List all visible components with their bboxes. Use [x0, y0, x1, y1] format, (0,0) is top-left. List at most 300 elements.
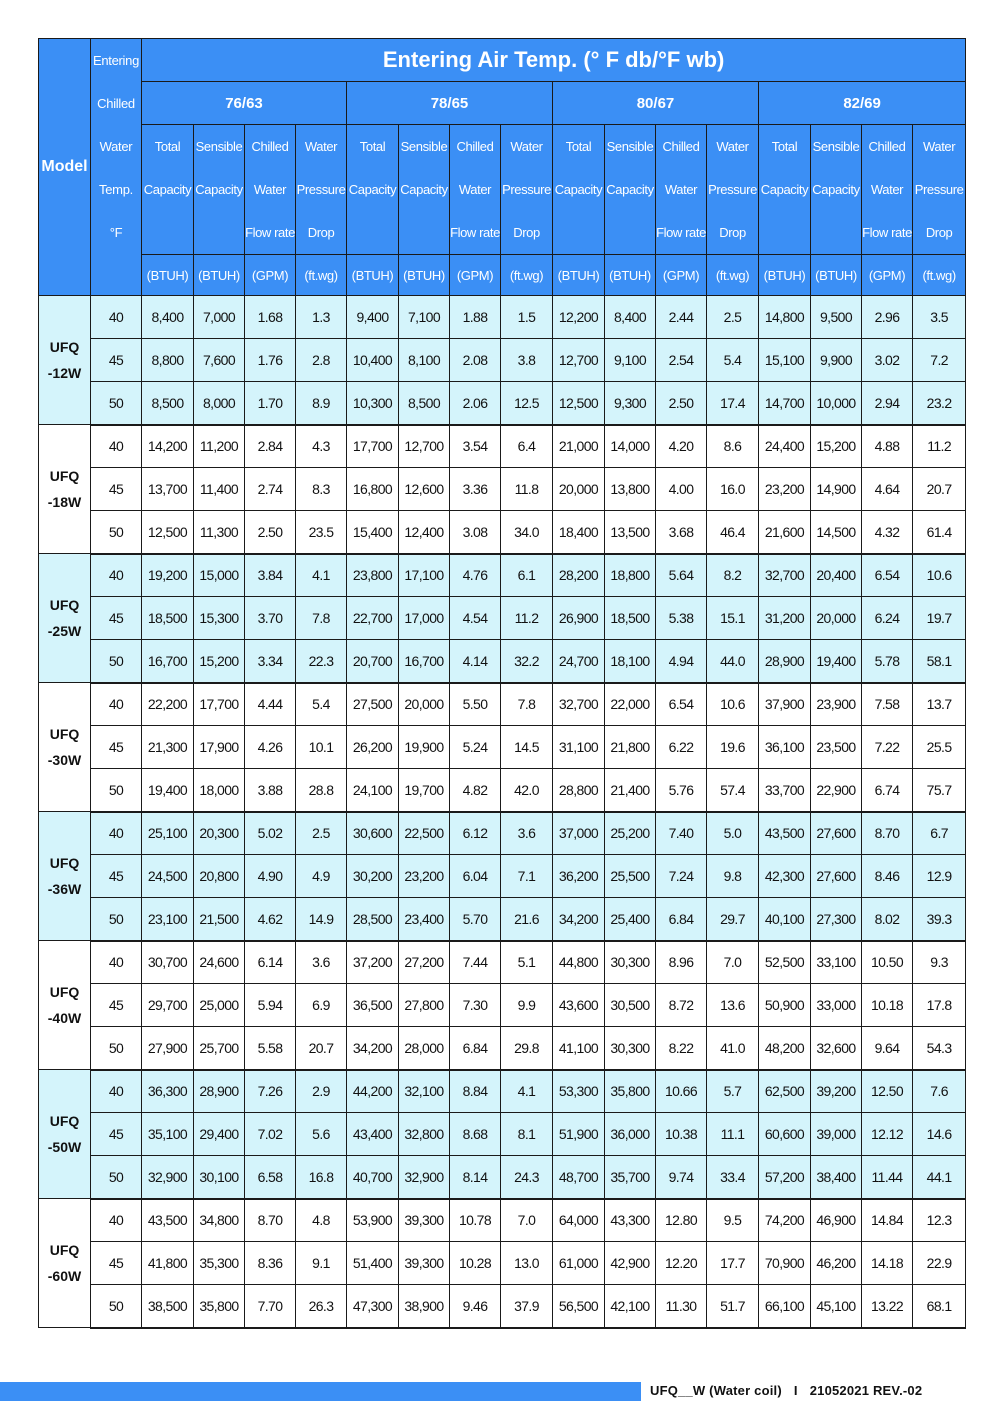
column-header-line: [605, 211, 655, 254]
model-name-line: UFQ: [49, 597, 80, 613]
table-cell: 12,700: [553, 339, 605, 382]
water-temp-cell: 45: [91, 1242, 142, 1285]
column-header-line: Total: [359, 139, 386, 154]
table-cell: 22.3: [296, 640, 347, 683]
column-header: [862, 125, 913, 255]
table-cell: 9.74: [656, 1156, 707, 1199]
table-cell: 4.14: [450, 640, 501, 683]
table-cell: 20,000: [811, 597, 862, 640]
water-temp-cell: 40: [91, 425, 142, 468]
table-cell: 14,900: [811, 468, 862, 511]
table-cell: 43,500: [759, 812, 811, 855]
table-cell: 57,200: [759, 1156, 811, 1199]
table-cell: 4.8: [296, 1199, 347, 1242]
table-cell: 9,400: [347, 296, 399, 339]
table-cell: 44,800: [553, 941, 605, 984]
table-cell: 11.44: [862, 1156, 913, 1199]
table-cell: 32,900: [142, 1156, 194, 1199]
table-cell: 51,900: [553, 1113, 605, 1156]
table-cell: 10.6: [913, 554, 966, 597]
table-cell: 27,900: [142, 1027, 194, 1070]
table-cell: 4.9: [296, 855, 347, 898]
table-cell: 5.02: [245, 812, 296, 855]
table-cell: 7.22: [862, 726, 913, 769]
table-cell: 36,200: [553, 855, 605, 898]
table-cell: 58.1: [913, 640, 966, 683]
column-unit: (BTUH): [553, 255, 605, 296]
table-cell: 34,200: [347, 1027, 399, 1070]
table-row: [39, 769, 966, 812]
column-unit: (GPM): [862, 255, 913, 296]
table-cell: 18,400: [553, 511, 605, 554]
table-cell: 25,700: [194, 1027, 245, 1070]
table-cell: 3.08: [450, 511, 501, 554]
table-cell: 26.3: [296, 1285, 347, 1328]
column-unit: (GPM): [450, 255, 501, 296]
table-cell: 21,500: [194, 898, 245, 941]
column-header: [399, 125, 450, 255]
table-cell: 8,000: [194, 382, 245, 425]
table-cell: 28,000: [399, 1027, 450, 1070]
table-cell: 2.50: [245, 511, 296, 554]
table-cell: 44,200: [347, 1070, 399, 1113]
table-cell: 5.6: [296, 1113, 347, 1156]
model-name-line: -36W: [47, 881, 82, 897]
table-cell: 32,700: [553, 683, 605, 726]
table-cell: 15,100: [759, 339, 811, 382]
table-cell: 24.3: [501, 1156, 553, 1199]
table-cell: 43,300: [605, 1199, 656, 1242]
table-cell: 36,500: [347, 984, 399, 1027]
table-cell: 30,300: [605, 1027, 656, 1070]
table-cell: 41,800: [142, 1242, 194, 1285]
table-cell: 4.82: [450, 769, 501, 812]
table-cell: 30,200: [347, 855, 399, 898]
table-cell: 43,400: [347, 1113, 399, 1156]
table-cell: 19,400: [811, 640, 862, 683]
model-name-line: -60W: [47, 1268, 82, 1284]
table-cell: 3.6: [296, 941, 347, 984]
table-cell: 4.26: [245, 726, 296, 769]
table-cell: 12.80: [656, 1199, 707, 1242]
table-cell: 26,200: [347, 726, 399, 769]
model-header: Model: [39, 39, 91, 296]
table-row: [39, 1113, 966, 1156]
table-cell: 1.70: [245, 382, 296, 425]
table-cell: 41,100: [553, 1027, 605, 1070]
table-cell: 25,500: [605, 855, 656, 898]
table-cell: 14,700: [759, 382, 811, 425]
table-cell: 6.14: [245, 941, 296, 984]
table-cell: 21,000: [553, 425, 605, 468]
model-name-line: -25W: [47, 623, 82, 639]
table-cell: 25,400: [605, 898, 656, 941]
table-cell: 4.90: [245, 855, 296, 898]
table-cell: 7.0: [501, 1199, 553, 1242]
table-cell: 22.9: [913, 1242, 966, 1285]
table-cell: 1.68: [245, 296, 296, 339]
entering-water-temp-header: [91, 39, 142, 296]
table-cell: 50,900: [759, 984, 811, 1027]
table-cell: 38,900: [399, 1285, 450, 1328]
column-header-line: Chilled: [662, 139, 700, 154]
air-temp-group-label: 82/69: [759, 82, 966, 125]
column-header-line: [194, 211, 244, 254]
table-cell: 8.68: [450, 1113, 501, 1156]
table-cell: 32,600: [811, 1027, 862, 1070]
table-cell: 7.44: [450, 941, 501, 984]
table-cell: 6.84: [450, 1027, 501, 1070]
table-cell: 37,900: [759, 683, 811, 726]
table-cell: 48,700: [553, 1156, 605, 1199]
table-cell: 13,800: [605, 468, 656, 511]
table-cell: 31,100: [553, 726, 605, 769]
table-cell: 8.36: [245, 1242, 296, 1285]
table-cell: 7.58: [862, 683, 913, 726]
model-name-line: UFQ: [49, 855, 80, 871]
table-cell: 3.34: [245, 640, 296, 683]
model-cell: [39, 683, 91, 812]
column-header: [296, 125, 347, 255]
table-cell: 8.46: [862, 855, 913, 898]
table-cell: 27,200: [399, 941, 450, 984]
column-header: [501, 125, 553, 255]
entering-water-temp-line: Chilled: [97, 96, 135, 111]
table-cell: 21,800: [605, 726, 656, 769]
table-cell: 2.54: [656, 339, 707, 382]
table-cell: 27,500: [347, 683, 399, 726]
table-cell: 12,700: [399, 425, 450, 468]
table-cell: 40,700: [347, 1156, 399, 1199]
column-header: [759, 125, 811, 255]
column-unit: (BTUH): [194, 255, 245, 296]
table-row: [39, 812, 966, 855]
table-cell: 30,700: [142, 941, 194, 984]
table-cell: 34,800: [194, 1199, 245, 1242]
table-cell: 51.7: [707, 1285, 759, 1328]
table-cell: 29.7: [707, 898, 759, 941]
model-name-line: UFQ: [49, 984, 80, 1000]
table-cell: 3.5: [913, 296, 966, 339]
table-cell: 46,200: [811, 1242, 862, 1285]
table-cell: 8.70: [862, 812, 913, 855]
water-temp-cell: 40: [91, 554, 142, 597]
water-temp-cell: 50: [91, 769, 142, 812]
table-cell: 20,400: [811, 554, 862, 597]
table-cell: 16.0: [707, 468, 759, 511]
column-header-line: Capacity: [554, 182, 603, 197]
table-cell: 28,900: [194, 1070, 245, 1113]
column-unit: (GPM): [656, 255, 707, 296]
table-cell: 5.24: [450, 726, 501, 769]
table-cell: 29,700: [142, 984, 194, 1027]
table-cell: 29.8: [501, 1027, 553, 1070]
water-temp-cell: 40: [91, 812, 142, 855]
table-cell: 20.7: [913, 468, 966, 511]
table-cell: 23,900: [811, 683, 862, 726]
table-cell: 4.88: [862, 425, 913, 468]
table-row: [39, 597, 966, 640]
table-cell: 44.1: [913, 1156, 966, 1199]
table-cell: 17,700: [194, 683, 245, 726]
table-cell: 23,400: [399, 898, 450, 941]
table-cell: 10.1: [296, 726, 347, 769]
column-header-line: Sensible: [606, 139, 654, 154]
table-cell: 9,300: [605, 382, 656, 425]
table-cell: 24,400: [759, 425, 811, 468]
table-cell: 32,700: [759, 554, 811, 597]
model-cell: [39, 296, 91, 425]
table-cell: 12.12: [862, 1113, 913, 1156]
column-unit: (ft.wg): [501, 255, 553, 296]
column-header-line: Pressure: [296, 182, 346, 197]
table-row: [39, 984, 966, 1027]
table-cell: 23,500: [811, 726, 862, 769]
table-cell: 34.0: [501, 511, 553, 554]
table-cell: 61.4: [913, 511, 966, 554]
table-cell: 30,500: [605, 984, 656, 1027]
table-cell: 2.06: [450, 382, 501, 425]
column-header-line: Water: [253, 182, 287, 197]
table-cell: 68.1: [913, 1285, 966, 1328]
table-cell: 4.76: [450, 554, 501, 597]
column-header-line: Drop: [307, 225, 335, 240]
table-cell: 10,300: [347, 382, 399, 425]
table-cell: 7,000: [194, 296, 245, 339]
table-cell: 14,000: [605, 425, 656, 468]
table-cell: 2.96: [862, 296, 913, 339]
table-cell: 3.02: [862, 339, 913, 382]
table-cell: 32,100: [399, 1070, 450, 1113]
table-cell: 17,700: [347, 425, 399, 468]
table-cell: 28,500: [347, 898, 399, 941]
table-cell: 42,300: [759, 855, 811, 898]
table-cell: 14,200: [142, 425, 194, 468]
model-name-line: -50W: [47, 1139, 82, 1155]
column-header: [707, 125, 759, 255]
table-cell: 12,500: [553, 382, 605, 425]
water-temp-cell: 40: [91, 683, 142, 726]
column-header-line: [811, 211, 861, 254]
table-cell: 3.84: [245, 554, 296, 597]
table-cell: 5.78: [862, 640, 913, 683]
column-header-line: Capacity: [606, 182, 654, 197]
column-header: [450, 125, 501, 255]
table-cell: 1.3: [296, 296, 347, 339]
table-row: [39, 1156, 966, 1199]
table-cell: 6.4: [501, 425, 553, 468]
table-cell: 60,600: [759, 1113, 811, 1156]
table-cell: 2.74: [245, 468, 296, 511]
column-header-line: Capacity: [400, 182, 448, 197]
table-cell: 11.1: [707, 1113, 759, 1156]
table-cell: 43,600: [553, 984, 605, 1027]
table-cell: 5.58: [245, 1027, 296, 1070]
table-cell: 16,700: [399, 640, 450, 683]
performance-table: [38, 38, 966, 1329]
table-row: [39, 898, 966, 941]
table-cell: 33.4: [707, 1156, 759, 1199]
table-cell: 7.24: [656, 855, 707, 898]
column-unit: (GPM): [245, 255, 296, 296]
table-cell: 10.6: [707, 683, 759, 726]
table-cell: 15,400: [347, 511, 399, 554]
column-header-line: Capacity: [143, 182, 192, 197]
table-cell: 47,300: [347, 1285, 399, 1328]
table-cell: 35,700: [605, 1156, 656, 1199]
table-cell: 11.8: [501, 468, 553, 511]
table-cell: 17.4: [707, 382, 759, 425]
table-cell: 46.4: [707, 511, 759, 554]
water-temp-cell: 45: [91, 468, 142, 511]
table-cell: 64,000: [553, 1199, 605, 1242]
table-cell: 61,000: [553, 1242, 605, 1285]
table-cell: 12,500: [142, 511, 194, 554]
column-header-line: [347, 211, 398, 254]
table-cell: 62,500: [759, 1070, 811, 1113]
table-cell: 22,200: [142, 683, 194, 726]
table-cell: 11.2: [913, 425, 966, 468]
table-cell: 27,600: [811, 855, 862, 898]
table-cell: 32,800: [399, 1113, 450, 1156]
column-header-line: Sensible: [400, 139, 448, 154]
table-cell: 22,900: [811, 769, 862, 812]
table-cell: 8.3: [296, 468, 347, 511]
table-cell: 16,800: [347, 468, 399, 511]
column-unit: (ft.wg): [913, 255, 966, 296]
table-cell: 54.3: [913, 1027, 966, 1070]
table-cell: 37.9: [501, 1285, 553, 1328]
entering-water-temp-line: Temp.: [99, 182, 133, 197]
table-cell: 5.1: [501, 941, 553, 984]
table-cell: 6.9: [296, 984, 347, 1027]
table-cell: 15,000: [194, 554, 245, 597]
table-cell: 7.30: [450, 984, 501, 1027]
table-cell: 19.6: [707, 726, 759, 769]
table-cell: 19,700: [399, 769, 450, 812]
model-name-line: -30W: [47, 752, 82, 768]
table-cell: 17.8: [913, 984, 966, 1027]
table-cell: 12.5: [501, 382, 553, 425]
table-cell: 33,700: [759, 769, 811, 812]
table-cell: 4.00: [656, 468, 707, 511]
footer-revision: 21052021 REV.-02: [809, 1383, 923, 1398]
table-cell: 10.38: [656, 1113, 707, 1156]
table-cell: 13.0: [501, 1242, 553, 1285]
water-temp-cell: 50: [91, 382, 142, 425]
table-cell: 30,100: [194, 1156, 245, 1199]
table-cell: 21,400: [605, 769, 656, 812]
column-header-line: [399, 211, 449, 254]
footer: [650, 1383, 922, 1398]
table-cell: 4.3: [296, 425, 347, 468]
table-cell: 41.0: [707, 1027, 759, 1070]
table-cell: 9.8: [707, 855, 759, 898]
column-header-line: Pressure: [708, 182, 757, 197]
table-cell: 46,900: [811, 1199, 862, 1242]
table-cell: 8.6: [707, 425, 759, 468]
table-row: [39, 339, 966, 382]
table-cell: 19,200: [142, 554, 194, 597]
table-cell: 30,600: [347, 812, 399, 855]
table-cell: 18,800: [605, 554, 656, 597]
table-cell: 52,500: [759, 941, 811, 984]
table-row: [39, 1027, 966, 1070]
table-cell: 29,400: [194, 1113, 245, 1156]
column-header-line: Drop: [719, 225, 746, 240]
table-cell: 7.8: [501, 683, 553, 726]
table-cell: 39,300: [399, 1199, 450, 1242]
table-cell: 13,700: [142, 468, 194, 511]
table-cell: 7.2: [913, 339, 966, 382]
column-header: [347, 125, 399, 255]
column-header-line: Chilled: [251, 139, 289, 154]
table-cell: 16.8: [296, 1156, 347, 1199]
table-cell: 4.1: [296, 554, 347, 597]
table-cell: 16,700: [142, 640, 194, 683]
table-cell: 5.0: [707, 812, 759, 855]
table-cell: 13,500: [605, 511, 656, 554]
table-cell: 36,300: [142, 1070, 194, 1113]
column-header-line: Flow rate: [862, 225, 912, 240]
footer-doc-code: UFQ__W (Water coil): [650, 1383, 782, 1398]
water-temp-cell: 40: [91, 1199, 142, 1242]
table-cell: 5.76: [656, 769, 707, 812]
water-temp-cell: 40: [91, 296, 142, 339]
column-unit: (BTUH): [759, 255, 811, 296]
table-cell: 25.5: [913, 726, 966, 769]
column-header: [245, 125, 296, 255]
table-cell: 39,200: [811, 1070, 862, 1113]
table-cell: 10.66: [656, 1070, 707, 1113]
table-cell: 39.3: [913, 898, 966, 941]
water-temp-cell: 45: [91, 1113, 142, 1156]
column-unit: (ft.wg): [296, 255, 347, 296]
table-cell: 36,000: [605, 1113, 656, 1156]
table-cell: 28,200: [553, 554, 605, 597]
table-cell: 9.64: [862, 1027, 913, 1070]
table-cell: 7,600: [194, 339, 245, 382]
table-cell: 10,000: [811, 382, 862, 425]
table-row: [39, 726, 966, 769]
table-cell: 39,300: [399, 1242, 450, 1285]
column-header-line: Pressure: [502, 182, 551, 197]
table-cell: 32,900: [399, 1156, 450, 1199]
table-cell: 12.20: [656, 1242, 707, 1285]
table-cell: 37,200: [347, 941, 399, 984]
table-cell: 24,500: [142, 855, 194, 898]
table-cell: 8,400: [142, 296, 194, 339]
table-cell: 8,800: [142, 339, 194, 382]
table-cell: 28.8: [296, 769, 347, 812]
table-cell: 15,200: [811, 425, 862, 468]
table-cell: 5.7: [707, 1070, 759, 1113]
entering-air-temp-title: Entering Air Temp. (° F db/°F wb): [142, 39, 966, 82]
table-cell: 7.70: [245, 1285, 296, 1328]
water-temp-cell: 45: [91, 339, 142, 382]
column-header: [811, 125, 862, 255]
column-header-line: [759, 211, 810, 254]
table-cell: 5.70: [450, 898, 501, 941]
table-cell: 19,400: [142, 769, 194, 812]
table-cell: 2.84: [245, 425, 296, 468]
table-cell: 8.2: [707, 554, 759, 597]
table-cell: 23.5: [296, 511, 347, 554]
table-cell: 14.84: [862, 1199, 913, 1242]
table-cell: 2.9: [296, 1070, 347, 1113]
column-header: [913, 125, 966, 255]
air-temp-group-label: 76/63: [142, 82, 347, 125]
